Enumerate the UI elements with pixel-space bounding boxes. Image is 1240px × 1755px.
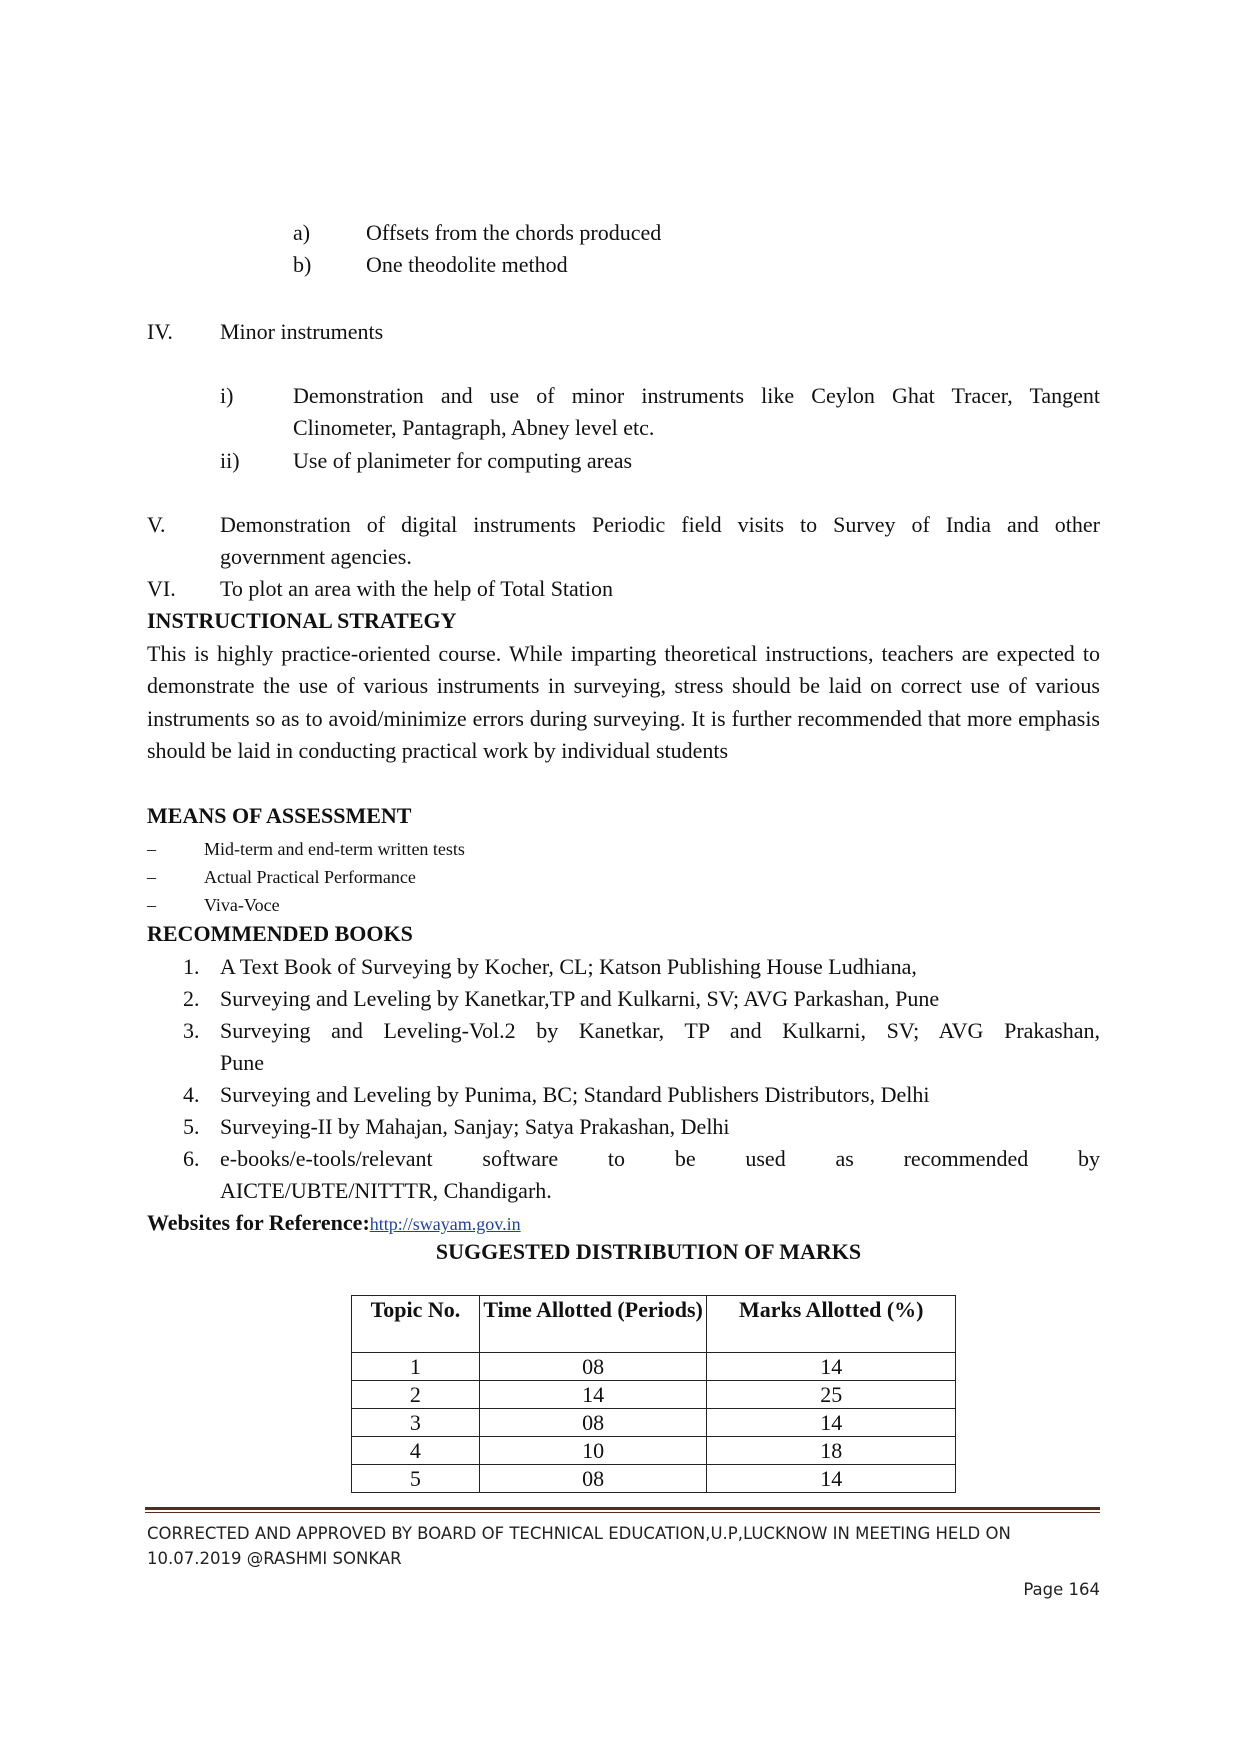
book-text: Surveying and Leveling-Vol.2 by Kanetkar, TP and Kulkarni, SV; AVG Prakashan, <box>220 1018 1100 1043</box>
book-number: 3. <box>183 1018 200 1043</box>
section-text: Demonstration of digital instruments Periodic field visits to Survey of India and other <box>220 512 1100 537</box>
section-marker: IV. <box>147 319 173 344</box>
assessment-item: Mid-term and end-term written tests <box>204 839 465 859</box>
table-cell: 25 <box>707 1381 956 1409</box>
book-number: 4. <box>183 1082 200 1107</box>
table-header-cell: Marks Allotted (%) <box>707 1296 956 1353</box>
bullet-dash: – <box>147 867 156 887</box>
bullet-dash: – <box>147 895 156 915</box>
table-row <box>352 1353 956 1381</box>
table-cell: 3 <box>352 1409 480 1437</box>
book-number: 5. <box>183 1114 200 1139</box>
book-text: e-books/e-tools/relevant software to be used as recommended by <box>220 1146 1100 1171</box>
footer-approval-line: CORRECTED AND APPROVED BY BOARD OF TECHNICAL EDUCATION,U.P,LUCKNOW IN MEETING HELD ON <box>147 1524 1011 1543</box>
table-cell: 08 <box>479 1353 707 1381</box>
sub-item-text: Offsets from the chords produced <box>366 220 662 245</box>
section-text: government agencies. <box>220 544 412 569</box>
sub-item-text: Clinometer, Pantagraph, Abney level etc. <box>293 415 655 440</box>
table-row <box>352 1381 956 1409</box>
instructional-strategy-heading: INSTRUCTIONAL STRATEGY <box>147 608 457 633</box>
table-header-row <box>352 1296 956 1353</box>
book-text: Pune <box>220 1050 264 1075</box>
table-row <box>352 1437 956 1465</box>
bullet-dash: – <box>147 839 156 859</box>
book-number: 6. <box>183 1146 200 1171</box>
footer-divider-thin <box>145 1512 1100 1513</box>
table-header-cell: Time Allotted (Periods) <box>479 1296 707 1353</box>
table-cell: 14 <box>707 1409 956 1437</box>
section-marker: V. <box>147 512 166 537</box>
table-cell: 08 <box>479 1409 707 1437</box>
table-cell: 5 <box>352 1465 480 1493</box>
table-cell: 18 <box>707 1437 956 1465</box>
book-text: AICTE/UBTE/NITTTR, Chandigarh. <box>220 1178 552 1203</box>
book-text: Surveying and Leveling by Kanetkar,TP and Kulkarni, SV; AVG Parkashan, Pune <box>220 986 940 1011</box>
table-header-cell: Topic No. <box>352 1296 480 1353</box>
distribution-heading: SUGGESTED DISTRIBUTION OF MARKS <box>435 1239 862 1264</box>
marks-distribution-table <box>351 1295 956 1493</box>
sub-item-marker: b) <box>293 252 312 277</box>
sub-item-marker: a) <box>293 220 311 245</box>
table-cell: 14 <box>479 1381 707 1409</box>
table-row <box>352 1409 956 1437</box>
assessment-item: Actual Practical Performance <box>204 867 416 887</box>
table-cell: 2 <box>352 1381 480 1409</box>
sub-item-text: One theodolite method <box>366 252 568 277</box>
table-row <box>352 1465 956 1493</box>
websites-label: Websites for Reference: <box>147 1210 370 1235</box>
table-cell: 1 <box>352 1353 480 1381</box>
section-title: Minor instruments <box>220 319 384 344</box>
table-cell: 08 <box>479 1465 707 1493</box>
assessment-item: Viva-Voce <box>204 895 280 915</box>
recommended-books-heading: RECOMMENDED BOOKS <box>147 921 413 946</box>
sub-item-marker: ii) <box>220 448 240 473</box>
section-marker: VI. <box>147 576 176 601</box>
book-number: 2. <box>183 986 200 1011</box>
table-cell: 10 <box>479 1437 707 1465</box>
footer-approval-date: 10.07.2019 @RASHMI SONKAR <box>147 1549 402 1568</box>
sub-item-text: Use of planimeter for computing areas <box>293 448 633 473</box>
sub-item-text: Demonstration and use of minor instruments like Ceylon Ghat Tracer, Tangent <box>293 383 1100 408</box>
section-text: To plot an area with the help of Total Station <box>220 576 614 601</box>
page-number: Page 164 <box>1023 1580 1100 1599</box>
book-text: A Text Book of Surveying by Kocher, CL; Katson Publishing House Ludhiana, <box>220 954 917 979</box>
footer-divider <box>145 1507 1100 1510</box>
swayam-link[interactable]: http://swayam.gov.in <box>369 1214 521 1234</box>
table-cell: 14 <box>707 1353 956 1381</box>
table-cell: 14 <box>707 1465 956 1493</box>
book-number: 1. <box>183 954 200 979</box>
table-cell: 4 <box>352 1437 480 1465</box>
instructional-strategy-text: This is highly practice-oriented course. While imparting theoretical instructions, teachers are expected to demonstrate the use of various instruments in surveying, stress should be laid on correct use of various instruments so as to avoid/minimize errors during surveying. It is further recommended that more emphasis should be laid in conducting practical work by individual students <box>147 641 1100 763</box>
means-of-assessment-heading: MEANS OF ASSESSMENT <box>147 803 412 828</box>
sub-item-marker: i) <box>220 383 234 408</box>
book-text: Surveying-II by Mahajan, Sanjay; Satya Prakashan, Delhi <box>220 1114 730 1139</box>
book-text: Surveying and Leveling by Punima, BC; Standard Publishers Distributors, Delhi <box>220 1082 930 1107</box>
